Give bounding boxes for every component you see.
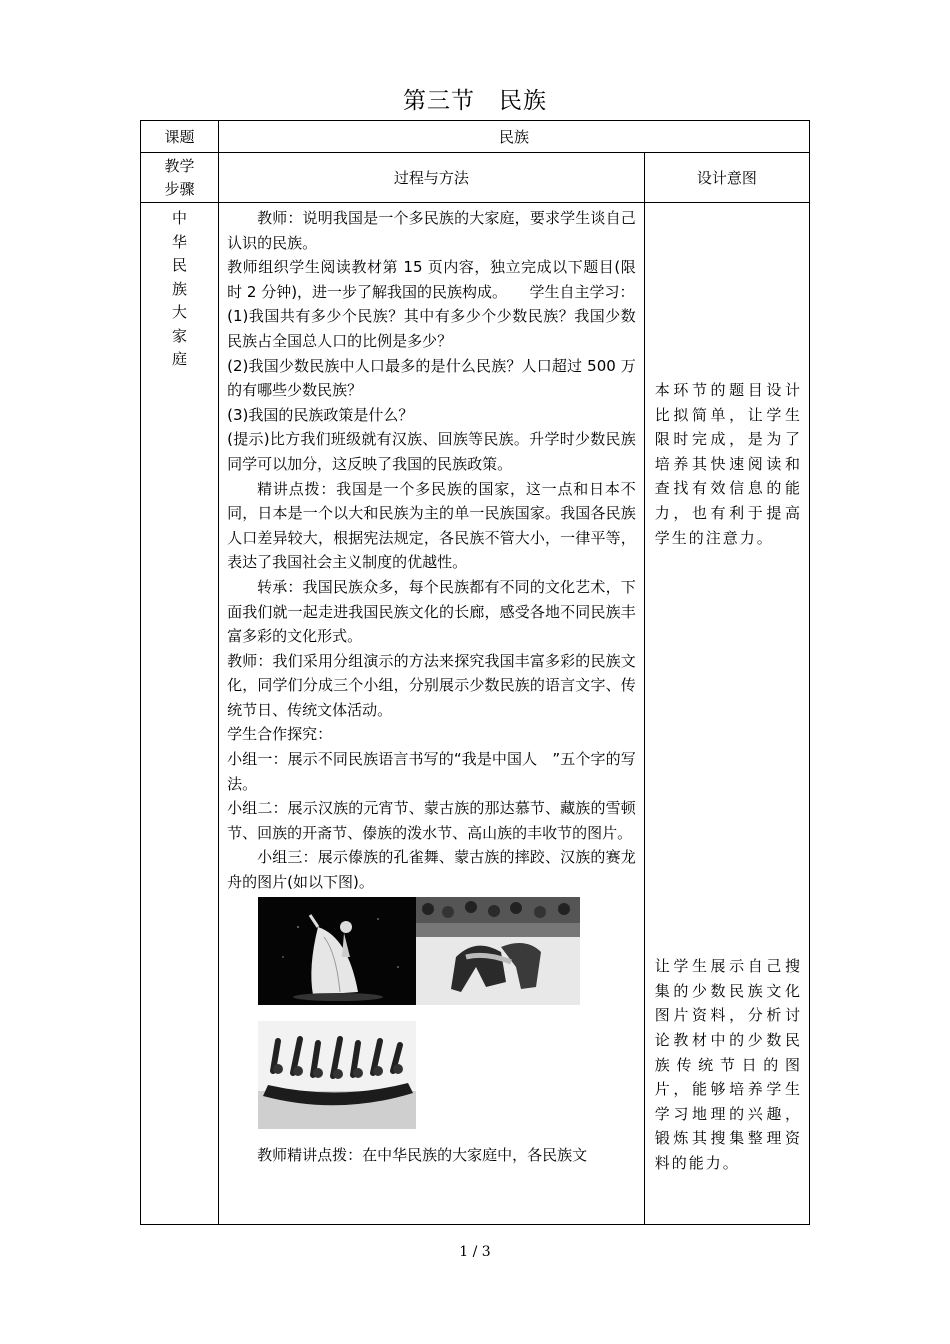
page-title: 第三节 民族	[403, 88, 547, 114]
process-paragraph: 转承：我国民族众多，每个民族都有不同的文化艺术，下面我们就一起走进我国民族文化的长廊，感受各地不同民族丰富多彩的文化形式。	[227, 577, 636, 646]
photo-group	[227, 897, 636, 1143]
process-paragraph: (3)我国的民族政策是什么？	[227, 405, 414, 424]
step-char: 庭	[172, 350, 188, 368]
intent-header: 设计意图	[644, 153, 809, 203]
process-paragraph: 学生合作探究：	[227, 725, 333, 744]
process-paragraph: 教师：说明我国是一个多民族的大家庭，要求学生谈自己认识的民族。	[227, 209, 636, 252]
process-paragraph: 小组一：展示不同民族语言书写的“我是中国人 ”五个字的写法。	[227, 750, 636, 793]
process-paragraph: 小组三：展示傣族的孔雀舞、蒙古族的摔跤、汉族的赛龙舟的图片(如以下图)。	[227, 848, 636, 892]
step-char: 家	[172, 326, 188, 345]
wrestling-photo	[416, 897, 580, 1005]
steps-label-line2: 步骤	[164, 179, 195, 198]
step-char: 族	[172, 279, 188, 298]
dragon-boat-photo	[258, 1021, 416, 1129]
page-number: 1 / 3	[459, 1244, 491, 1260]
steps-label-line1: 教学	[164, 156, 195, 175]
step-char: 民	[172, 256, 188, 274]
lesson-table	[140, 120, 810, 1225]
intent-paragraph-2: 让学生展示自己搜集的少数民族文化图片资料，分析讨论教材中的少数民族传统节日的图片，能够培养学生学习地理的兴趣，锻炼其搜集整理资料的能力。	[654, 957, 802, 1172]
topic-value: 民族	[219, 121, 810, 153]
topic-label: 课题	[141, 121, 219, 153]
step-char: 大	[172, 303, 188, 321]
process-paragraph: 教师组织学生阅读教材第 15 页内容，独立完成以下题目(限时 2 分钟)，进一步了解我国的民族构成。 学生自主学习：	[227, 258, 636, 301]
wrestling-image	[416, 897, 580, 1005]
intent-cell	[644, 203, 809, 1225]
peacock-dance-image	[258, 897, 416, 1005]
process-paragraph: (1)我国共有多少个民族？其中有多少个少数民族？我国少数民族占全国总人口的比例是多少？	[227, 307, 636, 350]
intent-paragraph-1: 本环节的题目设计比拟简单，让学生限时完成，是为了培养其快速阅读和查找有效信息的能力，也有利于提高学生的注意力。	[654, 381, 802, 547]
process-paragraph: 教师精讲点拨：在中华民族的大家庭中，各民族文	[257, 1145, 588, 1164]
process-cell	[219, 203, 645, 1225]
dragon-boat-image	[258, 1021, 416, 1129]
process-paragraph: (2)我国少数民族中人口最多的是什么民族？人口超过 500 万的有哪些少数民族？	[227, 356, 636, 400]
peacock-dance-photo	[258, 897, 416, 1005]
process-paragraph: 小组二：展示汉族的元宵节、蒙古族的那达慕节、藏族的雪顿节、回族的开斋节、傣族的泼水节、高山族的丰收节的图片。	[227, 799, 636, 842]
step-cell	[141, 203, 219, 1225]
process-header: 过程与方法	[219, 153, 645, 203]
process-paragraph: 教师：我们采用分组演示的方法来探究我国丰富多彩的民族文化，同学们分成三个小组，分别展示少数民族的语言文字、传统节日、传统文体活动。	[227, 651, 636, 719]
step-char: 中	[172, 209, 188, 227]
step-char: 华	[172, 232, 188, 251]
process-paragraph: (提示)比方我们班级就有汉族、回族等民族。升学时少数民族同学可以加分，这反映了我国的民族政策。	[227, 430, 636, 473]
steps-label	[141, 153, 219, 203]
process-paragraph: 精讲点拨：我国是一个多民族的国家，这一点和日本不同，日本是一个以大和民族为主的单一民族国家。我国各民族人口差异较大，根据宪法规定，各民族不管大小，一律平等，表达了我国社会主义制度的优越性。	[227, 479, 636, 572]
